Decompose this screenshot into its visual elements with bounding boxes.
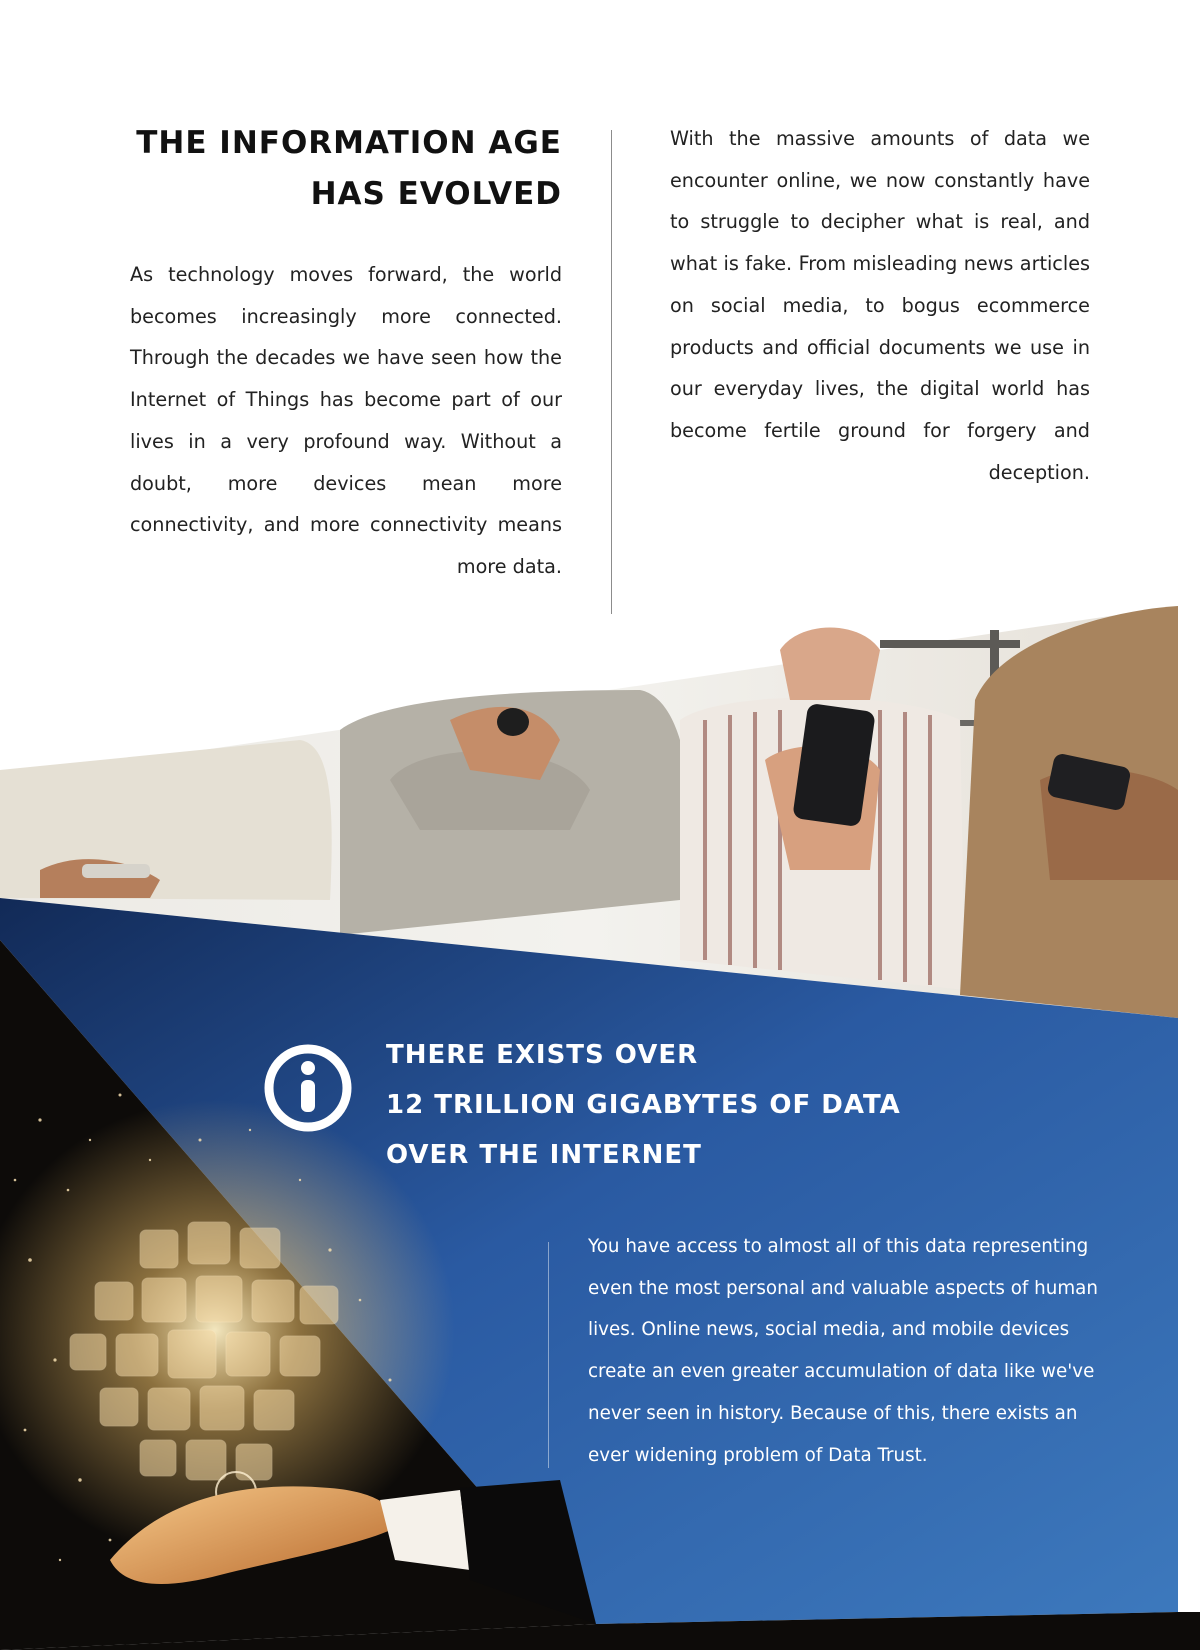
- intro-left-paragraph: As technology moves forward, the world becomes increasingly more connected. Through the decades we have seen how the Internet of Things has become part of our lives in a very profound way. Without a doubt, more devices mean more connectivity, and more connectivity means more data.: [130, 263, 562, 578]
- intro-right-column: [670, 118, 1090, 493]
- callout-line-2: 12 TRILLION GIGABYTES OF DATA: [386, 1090, 901, 1120]
- intro-section: [0, 0, 1200, 600]
- page-title: [130, 118, 562, 220]
- callout-line-1: THERE EXISTS OVER: [386, 1040, 699, 1070]
- intro-right-paragraph: With the massive amounts of data we encounter online, we now constantly have to struggle to decipher what is real, and what is fake. From misleading news articles on social media, to bogus ecommerce products and official documents we use in our everyday lives, the digital world has become fertile ground for forgery and deception.: [670, 127, 1090, 484]
- page-title-line-2: HAS EVOLVED: [310, 176, 562, 212]
- data-stat-callout: [386, 1030, 1026, 1180]
- column-divider: [611, 130, 612, 614]
- callout-line-3: OVER THE INTERNET: [386, 1140, 702, 1170]
- intro-left-column: [130, 118, 562, 588]
- data-trust-paragraph: You have access to almost all of this data representing even the most personal and valuable aspects of human lives. Online news, social media, and mobile devices create an even greater accumulation of data like we've never seen in history. Because of this, there exists an ever widening problem of Data Trust.: [588, 1236, 1098, 1466]
- page-title-line-1: THE INFORMATION AGE: [136, 125, 562, 161]
- blue-section-divider: [548, 1242, 549, 1468]
- info-icon: [263, 1043, 353, 1133]
